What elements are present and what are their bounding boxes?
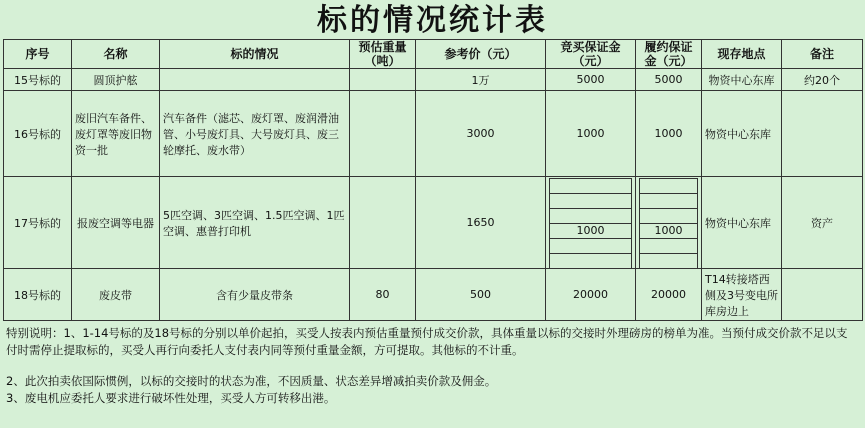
header-location: 现存地点 (702, 40, 782, 69)
cell-location: T14转接塔西侧及3号变电所库房边上 (702, 269, 782, 321)
table-row (4, 69, 863, 91)
cell-seq: 16号标的 (4, 91, 72, 177)
cell-bid-deposit: 1000 (546, 91, 636, 177)
cell-status: 含有少量皮带条 (160, 269, 350, 321)
cell-name: 废旧汽车备件、废灯罩等废旧物资一批 (72, 91, 160, 177)
note-special: 特别说明：1、1-14号标的及18号标的分别以单价起拍，买受人按表内预估重量预付成交价款，具体重量以标的交接时外理磅房的榜单为准。当预付成交价款不足以支付时需停止提取标的，买受人再行向委托人支付表内同等预付重量金额，方可提取。其他标的不计重。 (6, 326, 848, 357)
header-seq: 序号 (4, 40, 72, 69)
sub-cell-perf-deposit: 1000 (640, 223, 698, 238)
notes-section (6, 325, 858, 407)
cell-name: 报废空调等电器 (72, 177, 160, 269)
cell-remarks (782, 269, 863, 321)
cell-location: 物资中心东库 (702, 69, 782, 91)
table-row (4, 269, 863, 321)
table-row (4, 177, 863, 269)
cell-weight: 80 (350, 269, 416, 321)
cell-perf-deposit: 1000 (636, 91, 702, 177)
cell-status: 汽车备件（滤芯、废灯罩、废润滑油管、小号废灯具、大号废灯具、废三轮摩托、废水带） (160, 91, 350, 177)
cell-perf-deposit: 20000 (636, 269, 702, 321)
cell-seq: 17号标的 (4, 177, 72, 269)
header-price: 参考价（元） (416, 40, 546, 69)
cell-location: 物资中心东库 (702, 177, 782, 269)
cell-name: 废皮带 (72, 269, 160, 321)
header-perf-deposit: 履约保证金（元） (636, 40, 702, 69)
cell-remarks: 资产 (782, 177, 863, 269)
cell-bid-deposit: 5000 (546, 69, 636, 91)
header-name: 名称 (72, 40, 160, 69)
cell-price: 1万 (416, 69, 546, 91)
perf-deposit-subgrid (639, 178, 698, 268)
cell-price: 500 (416, 269, 546, 321)
header-remarks: 备注 (782, 40, 863, 69)
cell-bid-deposit (546, 177, 636, 269)
header-status: 标的情况 (160, 40, 350, 69)
cell-remarks (782, 91, 863, 177)
cell-name: 圆顶护舷 (72, 69, 160, 91)
sub-cell-bid-deposit: 1000 (550, 223, 632, 238)
cell-seq: 15号标的 (4, 69, 72, 91)
cell-weight (350, 91, 416, 177)
cell-status: 5匹空调、3匹空调、1.5匹空调、1匹空调、惠普打印机 (160, 177, 350, 269)
note-3: 3、废电机应委托人要求进行破坏性处理，买受人方可转移出港。 (6, 391, 336, 405)
cell-weight (350, 177, 416, 269)
cell-price: 1650 (416, 177, 546, 269)
cell-weight (350, 69, 416, 91)
note-2: 2、此次拍卖依国际惯例，以标的交接时的状态为准，不因质量、状态差异增减拍卖价款及佣金。 (6, 374, 497, 388)
bid-items-table (3, 39, 863, 321)
cell-price: 3000 (416, 91, 546, 177)
table-header-row (4, 40, 863, 69)
cell-status (160, 69, 350, 91)
bid-deposit-subgrid (549, 178, 632, 268)
cell-seq: 18号标的 (4, 269, 72, 321)
cell-remarks: 约20个 (782, 69, 863, 91)
cell-bid-deposit: 20000 (546, 269, 636, 321)
page-title: 标的情况统计表 (317, 3, 548, 38)
header-bid-deposit: 竞买保证金（元） (546, 40, 636, 69)
cell-perf-deposit (636, 177, 702, 269)
cell-perf-deposit: 5000 (636, 69, 702, 91)
header-weight: 预估重量（吨） (350, 40, 416, 69)
table-row (4, 91, 863, 177)
cell-location: 物资中心东库 (702, 91, 782, 177)
